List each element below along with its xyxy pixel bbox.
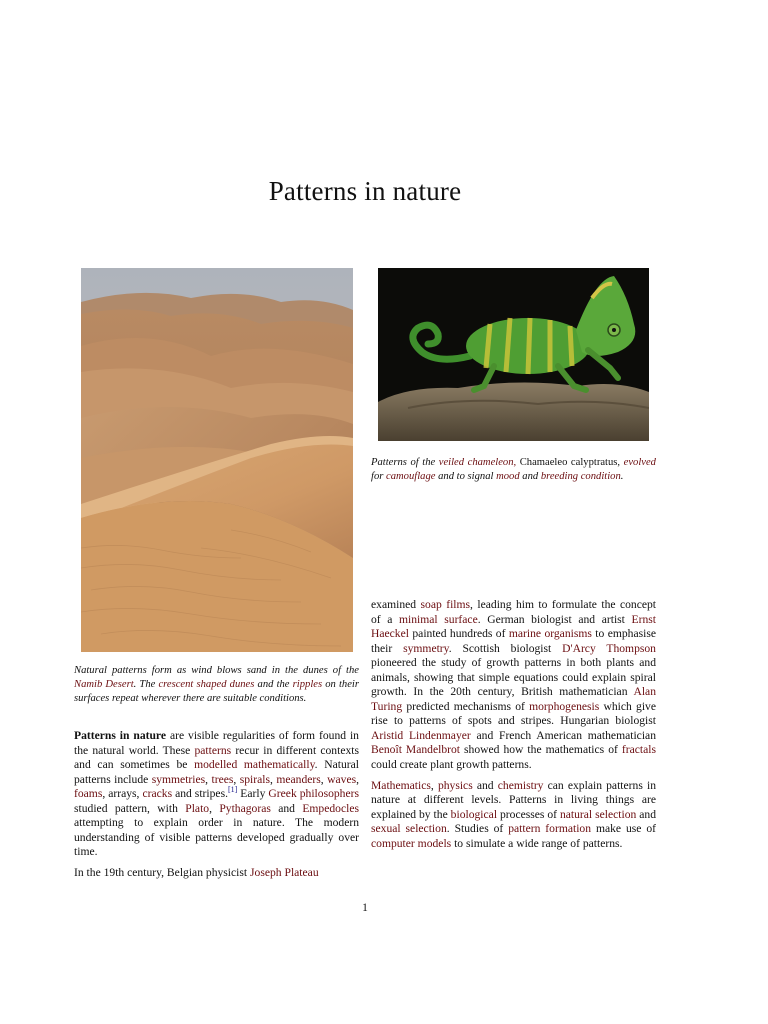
- citation-1[interactable]: [1]: [227, 785, 238, 795]
- body-column-right: [371, 598, 656, 857]
- caption-text: for: [371, 471, 387, 482]
- link-waves[interactable]: waves: [327, 772, 357, 786]
- link-morphogenesis[interactable]: morphogenesis: [529, 699, 600, 713]
- body-text: and: [270, 801, 303, 815]
- link-sexual-selection[interactable]: sexual selection: [371, 822, 447, 836]
- body-text: are visible regularities of form found in the natural world. These: [74, 729, 359, 757]
- link-trees[interactable]: trees: [211, 772, 234, 786]
- link-darcy-thompson[interactable]: D'Arcy Thompson: [562, 641, 656, 655]
- link-joseph-plateau[interactable]: Joseph Plateau: [250, 865, 319, 879]
- figure-caption-chameleon: [371, 456, 656, 484]
- link-fractals[interactable]: fractals: [621, 743, 656, 757]
- link-aristid-lindenmayer[interactable]: Aristid Lindenmayer: [371, 728, 471, 742]
- body-text: can explain patterns in nature at different levels. Patterns in living things are explained by the: [371, 778, 657, 821]
- page-number: 1: [362, 902, 368, 914]
- figure-caption-dunes: [74, 664, 359, 706]
- link-marine-organisms[interactable]: marine organisms: [508, 627, 592, 641]
- link-alan-turing[interactable]: Alan Turing: [371, 685, 656, 713]
- body-text: painted hundreds of: [408, 627, 509, 641]
- body-text: ,: [320, 772, 328, 786]
- link-namib-desert[interactable]: Namib Desert: [74, 679, 134, 690]
- link-foams[interactable]: foams: [74, 787, 103, 801]
- link-patterns[interactable]: patterns: [194, 743, 232, 757]
- link-empedocles[interactable]: Empedocles: [302, 801, 359, 815]
- body-text: ,: [209, 801, 220, 815]
- body-text: pioneered the study of growth patterns in both plants and animals, showing that simple equations could explain spiral growth. In the 20th century, British mathematician: [371, 656, 656, 699]
- body-text: to emphasise their: [371, 627, 657, 655]
- caption-text: Patterns of the: [371, 457, 439, 468]
- chameleon-illustration: [378, 268, 649, 441]
- link-pattern-formation[interactable]: pattern formation: [508, 822, 592, 836]
- body-text: processes of: [497, 807, 560, 821]
- link-computer-models[interactable]: computer models: [371, 836, 452, 850]
- link-spirals[interactable]: spirals: [239, 772, 271, 786]
- body-text: ,: [233, 772, 240, 786]
- body-text: predicted mechanisms of: [402, 699, 530, 713]
- body-text: studied pattern, with: [74, 801, 186, 815]
- link-ripples[interactable]: ripples: [292, 679, 323, 690]
- veiled-chameleon-photo: [378, 268, 649, 441]
- body-text: In the 19th century, Belgian physicist: [74, 865, 251, 879]
- link-crescent-shaped-dunes[interactable]: crescent shaped dunes: [158, 679, 255, 690]
- caption-text: Natural patterns form as wind blows sand in the dunes of the: [74, 665, 359, 676]
- body-text: and stripes.: [172, 787, 228, 801]
- link-camouflage[interactable]: camouflage: [386, 471, 436, 482]
- sand-dunes-photo: [81, 268, 353, 652]
- body-text: examined: [371, 598, 421, 611]
- link-symmetries[interactable]: symmetries: [151, 772, 206, 786]
- caption-text: .: [620, 471, 624, 482]
- body-text: make use of: [591, 822, 656, 836]
- link-physics[interactable]: physics: [437, 778, 473, 792]
- link-modelled-mathematically[interactable]: modelled mathematically: [194, 758, 315, 772]
- body-text: , arrays,: [102, 787, 143, 801]
- caption-text: . The: [133, 679, 159, 690]
- body-text: ,: [430, 778, 438, 792]
- link-symmetry[interactable]: symmetry: [403, 641, 449, 655]
- caption-text: on their surfaces repeat wherever there are suitable conditions.: [74, 679, 359, 704]
- body-text: could create plant growth patterns.: [371, 758, 532, 772]
- link-minimal-surface[interactable]: minimal surface: [399, 612, 478, 626]
- body-column-left: [74, 729, 359, 886]
- body-text: and: [472, 778, 498, 792]
- body-text: . Scottish biologist: [448, 641, 563, 655]
- body-text: ,: [356, 772, 360, 786]
- body-text: attempting to explain order in nature. The modern understanding of visible patterns developed gradually over time.: [74, 816, 359, 859]
- paragraph-history: [371, 598, 656, 773]
- link-mood[interactable]: mood: [496, 471, 520, 482]
- link-greek-philosophers[interactable]: Greek philosophers: [268, 787, 359, 801]
- body-text: and French American mathematician: [470, 728, 656, 742]
- link-veiled-chameleon[interactable]: veiled chameleon,: [438, 457, 517, 468]
- caption-text: Chamaeleo calyptratus,: [516, 457, 624, 468]
- body-text: . Studies of: [446, 822, 509, 836]
- link-breeding-condition[interactable]: breeding condition: [540, 471, 621, 482]
- link-pythagoras[interactable]: Pythagoras: [219, 801, 271, 815]
- body-text: . German biologist and artist: [477, 612, 632, 626]
- link-natural-selection[interactable]: natural selection: [559, 807, 637, 821]
- body-text: which give rise to patterns of spots and stripes. Hungarian biologist: [371, 699, 657, 728]
- sand-dunes-illustration: [81, 268, 353, 652]
- link-meanders[interactable]: meanders: [276, 772, 321, 786]
- page-title: Patterns in nature: [268, 176, 462, 206]
- link-benoit-mandelbrot[interactable]: Benoît Mandelbrot: [371, 743, 461, 757]
- link-biological[interactable]: biological: [450, 807, 498, 821]
- caption-text: and to signal: [435, 471, 497, 482]
- body-text: . Natural patterns include: [74, 758, 359, 786]
- body-text: ,: [270, 772, 277, 786]
- paragraph-sciences: [371, 779, 656, 852]
- link-mathematics[interactable]: Mathematics: [371, 778, 431, 792]
- link-chemistry[interactable]: chemistry: [497, 778, 544, 792]
- body-text: to simulate a wide range of patterns.: [451, 836, 623, 850]
- caption-text: and the: [254, 679, 293, 690]
- link-ernst-haeckel[interactable]: Ernst Haeckel: [371, 612, 656, 641]
- link-evolved[interactable]: evolved: [623, 457, 656, 468]
- link-cracks[interactable]: cracks: [142, 787, 173, 801]
- paragraph-intro: [74, 729, 359, 860]
- body-text: Early: [237, 787, 269, 801]
- link-plato[interactable]: Plato: [185, 801, 210, 815]
- body-text: and: [636, 807, 656, 821]
- caption-text: and: [519, 471, 541, 482]
- link-soap-films[interactable]: soap films: [420, 598, 471, 611]
- bold-term: Patterns in nature: [74, 729, 167, 742]
- paragraph-history-start: [74, 866, 359, 881]
- body-text: ,: [205, 772, 212, 786]
- body-text: recur in different contexts and can sometimes be: [74, 743, 359, 772]
- body-text: showed how the mathematics of: [460, 743, 622, 757]
- body-text: , leading him to formulate the concept of a: [371, 598, 657, 626]
